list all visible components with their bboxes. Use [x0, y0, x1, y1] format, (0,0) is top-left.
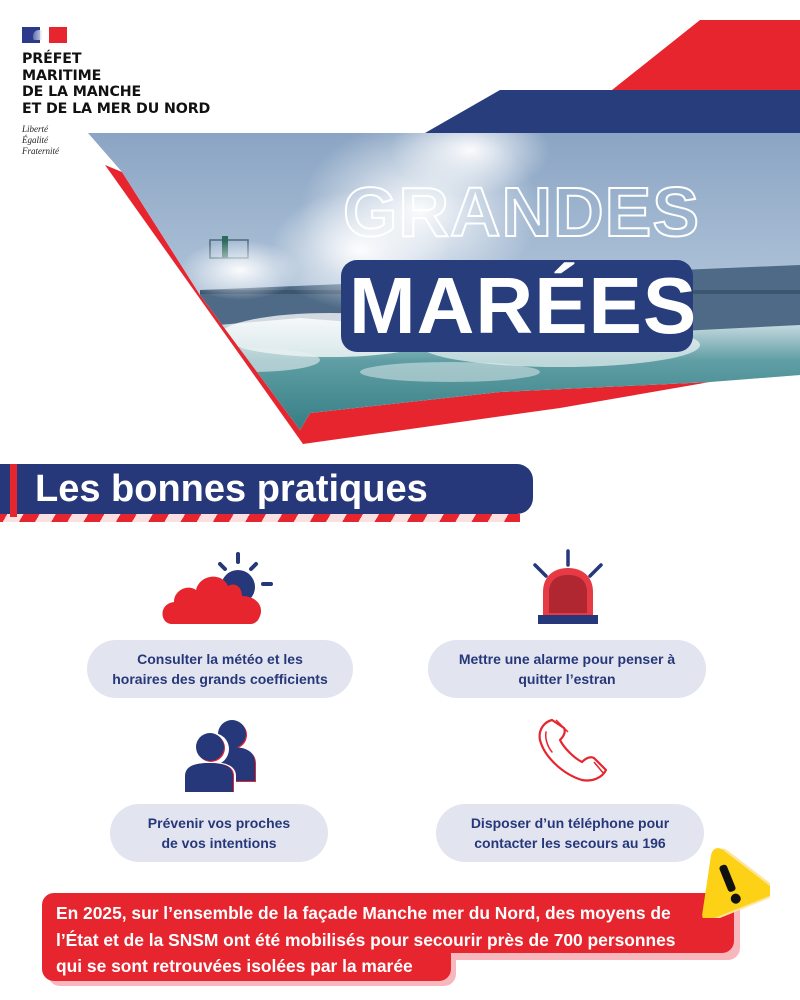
- alert-text: [56, 900, 746, 980]
- org-line: PRÉFET: [22, 51, 82, 67]
- practice-inform-relatives: [110, 804, 328, 862]
- alert-line: l’État et de la SNSM ont été mobilisés pour secourir près de 700 personnes: [56, 929, 676, 950]
- practice-text: Mettre une alarme pour penser à: [458, 651, 676, 667]
- siren-alarm-icon: [530, 548, 610, 628]
- banner-red-bar: [10, 464, 17, 517]
- practice-alarm: [428, 640, 706, 698]
- practice-text: Consulter la météo et les: [137, 651, 303, 667]
- practice-text: Disposer d’un téléphone pour: [470, 815, 670, 831]
- hero-title-grandes: GRANDES: [343, 173, 701, 251]
- warning-icon: [688, 838, 770, 918]
- practice-text: Prévenir vos proches: [147, 815, 291, 831]
- practice-text: contacter les secours au 196: [474, 835, 666, 851]
- cloud-sun-icon: [160, 552, 280, 627]
- alert-line: En 2025, sur l’ensemble de la façade Manche mer du Nord, des moyens de: [56, 903, 671, 923]
- practice-text: quitter l’estran: [518, 671, 616, 687]
- section-banner: [0, 464, 533, 523]
- phone-icon: [536, 716, 612, 784]
- people-icon: [180, 712, 260, 794]
- practice-phone: [436, 804, 704, 862]
- motto-line: Liberté: [22, 124, 48, 134]
- motto-line: Fraternité: [22, 146, 59, 156]
- banner-stripes: [0, 514, 520, 522]
- org-line: DE LA MANCHE: [22, 84, 142, 100]
- motto-line: Égalité: [22, 135, 48, 145]
- hero-banner: [0, 0, 800, 450]
- navy-band: [425, 90, 800, 133]
- practice-text: de vos intentions: [161, 835, 277, 851]
- section-title: Les bonnes pratiques: [35, 468, 428, 510]
- practice-text: horaires des grands coefficients: [112, 671, 328, 687]
- practice-weather: [87, 640, 353, 698]
- org-line: MARITIME: [22, 67, 102, 84]
- alert-line: qui se sont retrouvées isolées par la marée: [56, 956, 413, 976]
- org-line: ET DE LA MER DU NORD: [22, 100, 211, 117]
- hero-title-marees: MARÉES: [349, 261, 698, 350]
- rescue-statistic-alert: [42, 893, 737, 983]
